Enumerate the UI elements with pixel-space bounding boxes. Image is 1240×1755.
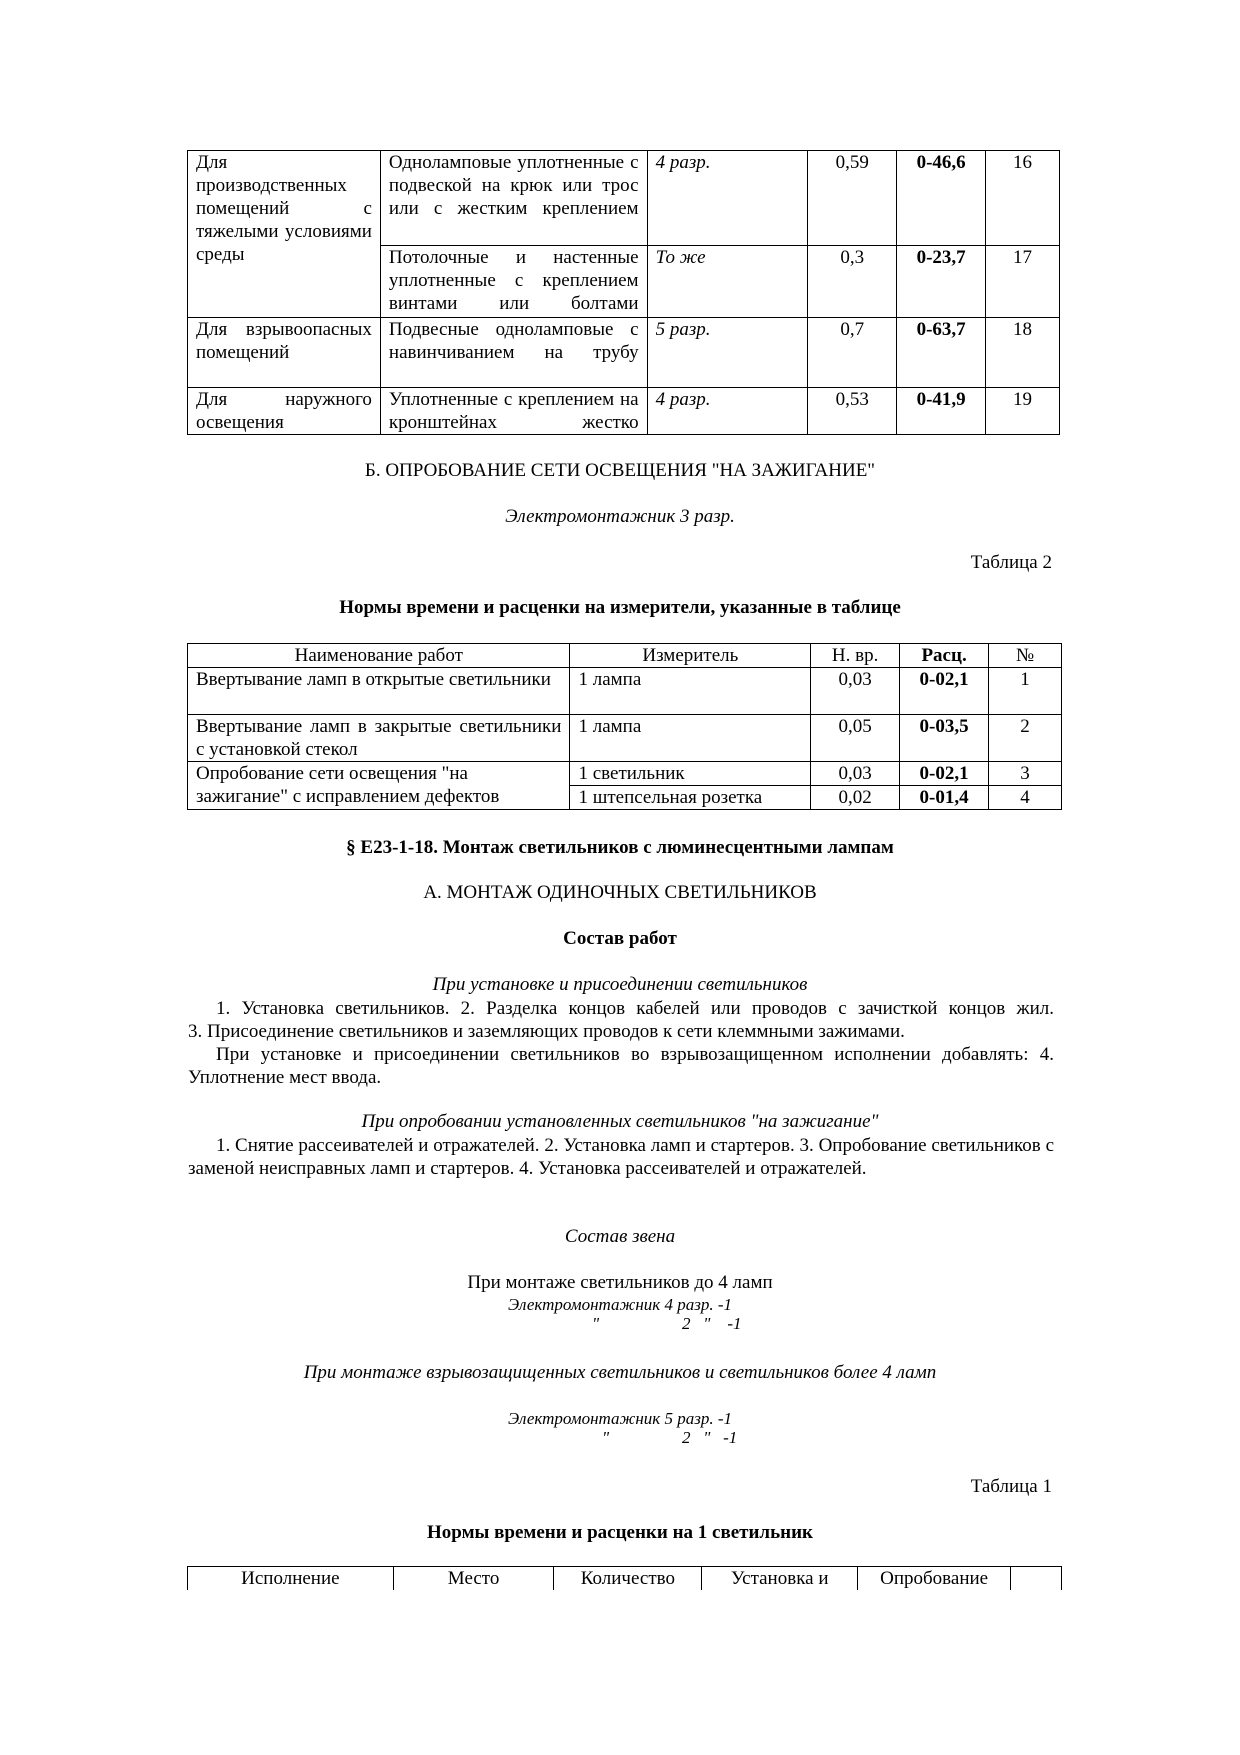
header-cell: Исполнение: [188, 1567, 394, 1591]
header-cell: [1011, 1567, 1062, 1591]
table-cell: 5 разр.: [647, 318, 808, 388]
table-cell: [380, 318, 647, 388]
table-cell: 2: [989, 715, 1062, 762]
table-cell: 3: [989, 762, 1062, 786]
cell-text: Ввертывание ламп в закрытые светильники с установкой стекол: [196, 716, 562, 760]
install-paragraph-2: 3. Присоединение светильников и заземляющих проводов к сети клеммными зажимами.: [188, 1021, 905, 1042]
cell-text: Опробование сети освещения "на зажигание" с исправлением дефектов: [196, 763, 500, 807]
table-header-row: [188, 1567, 1062, 1591]
table-row: [188, 388, 1060, 435]
table1-title: Нормы времени и расценки на 1 светильник: [427, 1522, 813, 1543]
table2-label: Таблица 2: [970, 552, 1052, 573]
table-cell: [380, 151, 647, 246]
table-cell: 0-01,4: [900, 786, 989, 810]
table-cell: 0,7: [808, 318, 897, 388]
table-header-row: [188, 644, 1062, 668]
table2-title: Нормы времени и расценки на измерители, указанные в таблице: [339, 597, 901, 618]
table-cell: 0,59: [808, 151, 897, 246]
table-row: [188, 668, 1062, 715]
table-cell: 1 штепсельная розетка: [570, 786, 811, 810]
table-cell: 17: [986, 245, 1060, 317]
test-subtitle: При опробовании установленных светильников "на зажигание": [361, 1111, 879, 1132]
table-cell: 0-02,1: [900, 668, 989, 715]
table-cell: 0,03: [811, 762, 900, 786]
crew2-line1: Электромонтажник 5 разр. -1: [507, 1409, 732, 1428]
cell-text: Ввертывание ламп в открытые светильники: [196, 669, 551, 690]
table-cell: 0,53: [808, 388, 897, 435]
section-b-crew: Электромонтажник 3 разр.: [505, 506, 735, 527]
header-cell: Измеритель: [570, 644, 811, 668]
subsection-title: А. МОНТАЖ ОДИНОЧНЫХ СВЕТИЛЬНИКОВ: [423, 882, 817, 903]
table-cell: 16: [986, 151, 1060, 246]
crew2-title: При монтаже взрывозащищенных светильников и светильников более 4 ламп: [303, 1362, 937, 1383]
cell-text: Уплотненные с креплением на кронштейнах жестко: [388, 389, 639, 433]
table-cell: 18: [986, 318, 1060, 388]
crew2-ditto: ": [602, 1428, 610, 1447]
header-cell: №: [989, 644, 1062, 668]
table-cell: 4: [989, 786, 1062, 810]
table-cell: 0-23,7: [897, 245, 986, 317]
table-cell: 1 лампа: [570, 715, 811, 762]
cell-text: Для производственных помещений с тяжелыми условиями среды: [196, 152, 372, 265]
cell-text: Подвесные одноламповые с навинчиванием на трубу: [388, 319, 639, 363]
table-cell: [188, 318, 381, 388]
table-cell: [380, 388, 647, 435]
table-cell: 0-03,5: [900, 715, 989, 762]
cell-text: Одноламповые уплотненные с подвеской на крюк или трос или с жестким креплением: [388, 152, 639, 219]
install-paragraph-3: При установке и присоединении светильников во взрывозащищенном исполнении добавлять: 4. Уплотнение мест ввода.: [188, 1044, 1054, 1088]
table-row: [188, 715, 1062, 762]
table-cell: То же: [647, 245, 808, 317]
table-cell: 19: [986, 388, 1060, 435]
table-cell: [188, 388, 381, 435]
install-paragraph-1: 1. Установка светильников. 2. Разделка концов кабелей или проводов с зачисткой концов жил.: [216, 998, 1054, 1019]
table-cell: 0,02: [811, 786, 900, 810]
table-cell: 1: [989, 668, 1062, 715]
table-row: [188, 151, 1060, 246]
composition-title: Состав работ: [563, 928, 677, 949]
table-fluorescent-luminaires: [187, 1566, 1062, 1590]
install-subtitle: При установке и присоединении светильников: [432, 974, 808, 995]
table-cell: [188, 151, 381, 318]
table-cell: 0-02,1: [900, 762, 989, 786]
table-cell: [380, 245, 647, 317]
header-cell: Опробование: [858, 1567, 1011, 1591]
section-b-title: Б. ОПРОБОВАНИЕ СЕТИ ОСВЕЩЕНИЯ "НА ЗАЖИГАНИЕ": [364, 460, 876, 481]
table-cell: 0-46,6: [897, 151, 986, 246]
table-luminaires-continued: [187, 150, 1060, 435]
header-cell: Н. вр.: [811, 644, 900, 668]
table-lamp-testing: [187, 643, 1062, 810]
table-cell: 1 светильник: [570, 762, 811, 786]
crew1-line2: 2 " -1: [682, 1314, 742, 1333]
table-cell: [188, 762, 570, 810]
header-cell: Расц.: [900, 644, 989, 668]
table-row: [188, 762, 1062, 786]
table-row: [188, 318, 1060, 388]
table-cell: 0,3: [808, 245, 897, 317]
table-cell: 0,03: [811, 668, 900, 715]
table-cell: 1 лампа: [570, 668, 811, 715]
crew-title: Состав звена: [564, 1226, 676, 1247]
table-cell: 4 разр.: [647, 388, 808, 435]
header-cell: Наименование работ: [188, 644, 570, 668]
cell-text: Потолочные и настенные уплотненные с креплением винтами или болтами: [388, 246, 639, 314]
table-cell: 0,05: [811, 715, 900, 762]
table-cell: [188, 715, 570, 762]
test-paragraph: 1. Снятие рассеивателей и отражателей. 2. Установка ламп и стартеров. 3. Опробование светильников с заменой неисправных ламп и стартеров. 4. Установка рассеивателей и отражателей.: [188, 1135, 1054, 1179]
crew2-line2: 2 " -1: [682, 1428, 738, 1447]
table-cell: 0-63,7: [897, 318, 986, 388]
table-cell: [188, 668, 570, 715]
cell-text: Для взрывоопасных помещений: [196, 319, 372, 363]
crew1-line1: Электромонтажник 4 разр. -1: [507, 1295, 732, 1314]
cell-text: Для наружного освещения: [196, 389, 372, 433]
table-cell: 0-41,9: [897, 388, 986, 435]
section-heading: § Е23-1-18. Монтаж светильников с люминесцентными лампам: [346, 837, 894, 858]
crew1-title: При монтаже светильников до 4 ламп: [467, 1272, 773, 1293]
header-cell: Количество: [554, 1567, 702, 1591]
header-cell: Место: [393, 1567, 554, 1591]
crew1-ditto: ": [592, 1314, 600, 1333]
table-cell: 4 разр.: [647, 151, 808, 246]
table1-label: Таблица 1: [970, 1476, 1052, 1497]
header-cell: Установка и: [702, 1567, 858, 1591]
